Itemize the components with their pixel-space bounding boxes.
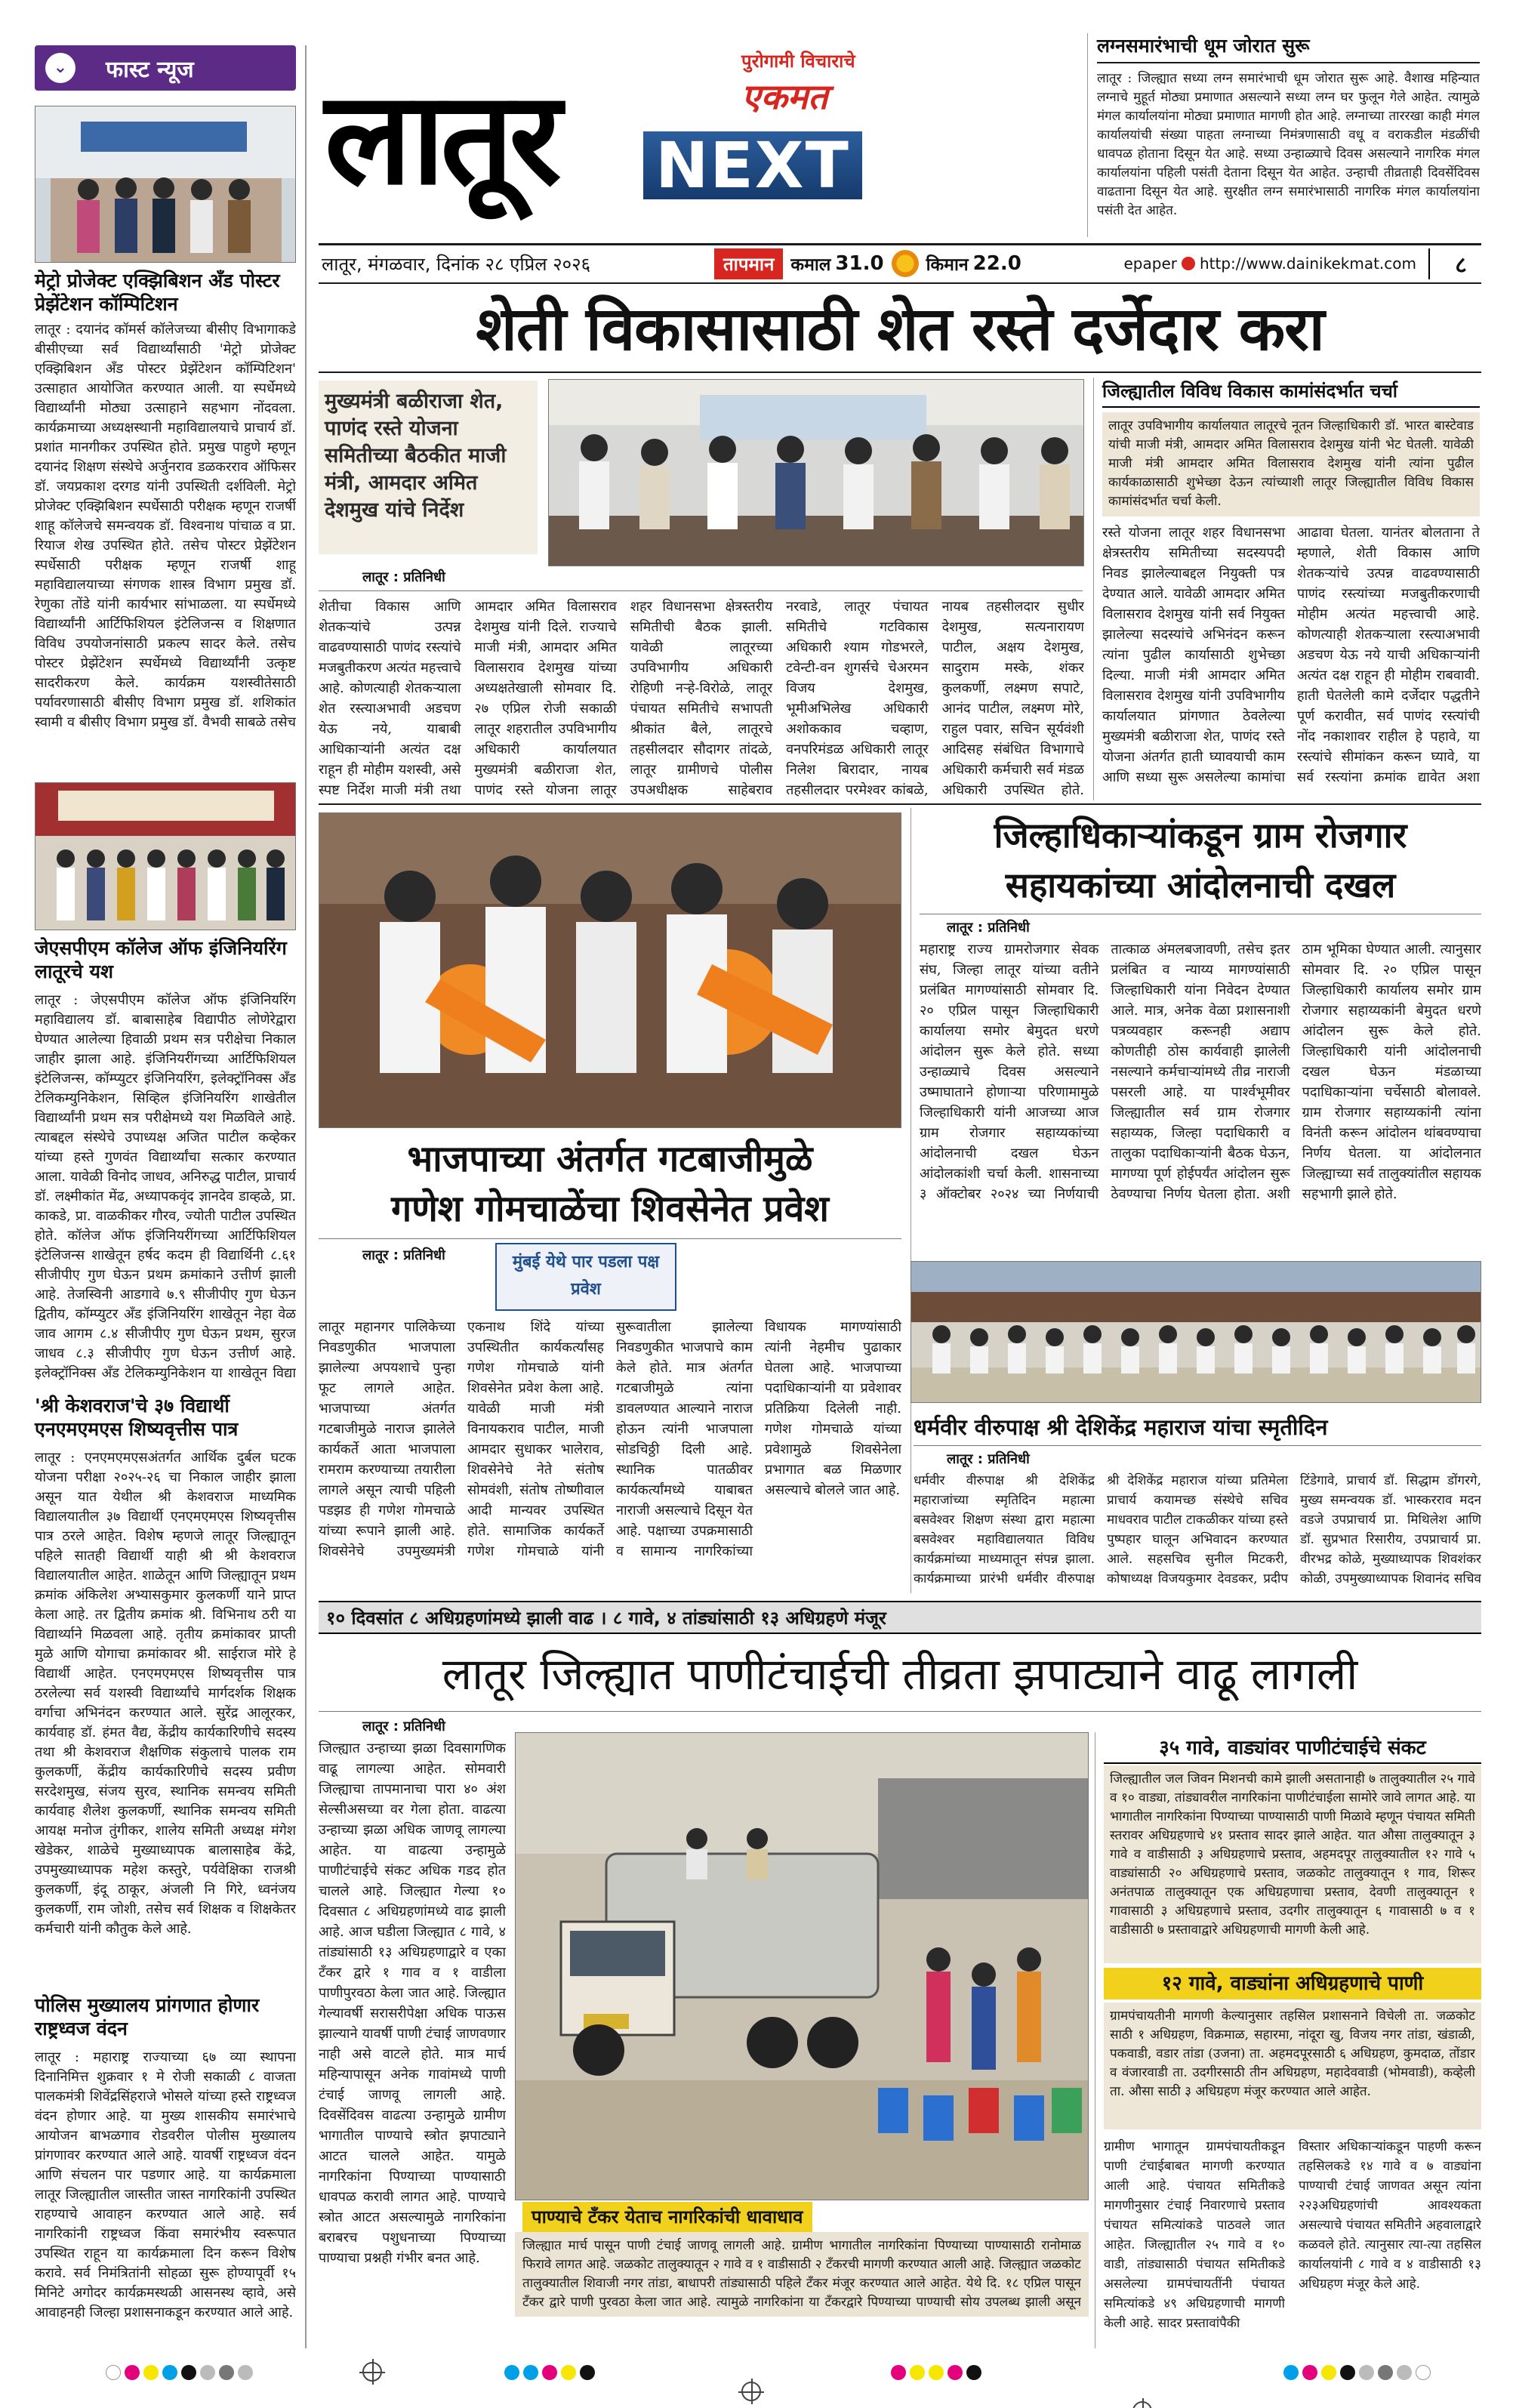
- villages-sub-panel: [1104, 2003, 1481, 2129]
- temp-badge: तापमान: [714, 248, 783, 279]
- fast-news-item2-headline: जेएसपीएम कॉलेज ऑफ इंजिनियरिंग लातूरचे यश: [35, 937, 287, 982]
- registration-dots-mid-right: [891, 2365, 985, 2383]
- lead-deck-text: मुख्यमंत्री बळीराजा शेत, पाणंद रस्ते योजना समितीच्या बैठकीत माजी मंत्री, आमदार अमित देशमुख यांचे निर्देश: [325, 390, 507, 522]
- globe-icon: [1182, 257, 1195, 270]
- dev-review-body: रस्ते योजना लातूर शहर विधानसभा क्षेत्रस्तरीय समितीच्या सदस्यपदी निवड झालेल्याबद्दल नियुक्ती पत्र देण्यात आले. यावेळी आमदार अमित विलासराव देशमुख यांनी सर्व नियुक्त झालेल्या सदस्यांचे अभिनंदन करून त्यांना पुढील कार्यासाठी शुभेच्छा दिल्या. माजी मंत्री आमदार अमित विलासराव देशमुख यांनी उपविभागीय कार्यालयात प्रांगणात ठेवलेल्या मुख्यमंत्री बळीराजा शेत, पाणंद रस्ते योजना अंतर्गत हाती घ्यावयाची काम आणि सध्या सुरू असलेल्या कामांचा आढावा घेतला. यानंतर बोलताना ते म्हणाले, शेती विकास आणि शेतकऱ्यांचे उत्पन्न वाढवण्यासाठी पाणंद रस्त्यांच्या मजबुतीकरणाची मोहीम अत्यंत महत्त्वाची आहे. कोणत्याही शेतकऱ्याला रस्त्याअभावी अडचण येऊ नये याची अधिकाऱ्यांनी अत्यंत दक्ष राहून ही मोहीम राबवावी. हाती घेतलेली कामे दर्जेदार पद्धतीने पूर्ण करावीत, सर्व पाणंद रस्त्यांची नोंद नकाशावर राहील हे पहावे, या रस्त्यांचे सीमांकन करून घ्यावे, या सर्व रस्त्यांना क्रमांक द्यावेत अशा: [1102, 525, 1480, 785]
- fast-news-item4-headline: पोलिस मुख्यालय प्रांगणात होणार राष्ट्रध्वज वंदन: [35, 1994, 260, 2040]
- top-right-body: लातूर : जिल्ह्यात सध्या लग्न समारंभाची धूम जोरात सुरू आहे. वैशाख महिन्यात लग्नाचे मुहूर्त मोठ्या प्रमाणात असल्याने सध्या लग्न घर फुलून गेले आहेत. त्यामुळे मंगल कार्यालयांना मोठ्या प्रमाणात मागणी होत आहे. लग्नाच्या ताररखा काही मंगल कार्यालयांची संख्या पाहता लग्नाच्या निमंत्रणासाठी वधू व वराकडील मंडळींची धावपळ होताना दिसून येत आहे. सध्या उन्हाळ्याचे दिवस असल्याने नागरिक मंगल कार्यालयांना पहिली पसंती देताना दिसून येत आहेत. उन्हाची तीव्रताही दिवसेंदिवस वाढताना दिसून येत आहे. सुरक्षीत लग्न समारंभासाठी नागरिक मंगल कार्यालयांना पसंती देत आहेत.: [1097, 71, 1480, 218]
- page-number: ८: [1428, 248, 1481, 279]
- bjp-photo: [319, 812, 901, 1128]
- protest-photo: [911, 1261, 1481, 1403]
- fast-news-header: [35, 45, 296, 91]
- collector-headline-2: सहायकांच्या आंदोलनाची दखल: [1005, 865, 1396, 905]
- villages-col-a: ग्रामीण भागातून ग्रामपंचायतीकडून पाणी टंचाईबाबत मागणी करण्यात आली आहे. पंचायत समितीकडे मागणीनुसार टंचाई निवारणाचे प्रस्ताव पंचायत समित्यांकडे पाठवले जात आहेत. जिल्ह्यातील २५ गावे व १० वाडी, तांड्यासाठी पंचायत समितीकडे असलेल्या ग्रामपंचायतींनी पंचायत समित्यांकडे ४९ अधिग्रहणाची मागणी केली आहे. सादर प्रस्तावांपैकी: [1104, 2139, 1285, 2331]
- registration-cross-right: [1132, 2401, 1152, 2408]
- fast-news-item1-body: लातूर : दयानंद कॉमर्स कॉलेजच्या बीसीए विभागाकडे बीसीएच्या सर्व विद्यार्थ्यांसाठी 'मेट्रो प्रोजेक्ट एक्झिबिशन अँड पोस्टर प्रेझेंटेशन कॉम्पिटिशन' उत्साहात आयोजित करण्यात आली. या स्पर्धेमध्ये विद्यार्थ्यांनी मोठ्या उत्साहाने सहभाग नोंदवला. कार्यक्रमाच्या अध्यक्षस्थानी महाविद्यालयाचे प्राचार्य डॉ. प्रशांत मानगीकर उपस्थित होते. प्रमुख पाहुणे म्हणून दयानंद शिक्षण संस्थेचे अर्जुनराव डळकरराव ऑफिसर डॉ. जयप्रकाश दरगड यांनी उपस्थिती दर्शविली. मेट्रो प्रोजेक्ट एक्झिबिशन स्पर्धेसाठी परीक्षक म्हणून राजर्षी शाहू कॉलेजचे समन्वयक डॉ. विश्वनाथ पांचाळ व प्रा. रियाज शेख उपस्थित होते. तसेच पोस्टर प्रेझेंटेशन स्पर्धेसाठी परीक्षक म्हणून राजर्षी शाहू महाविद्यालयाच्या संगणक शास्त्र विभाग प्रमुख डॉ. रेणुका तोंडे यांनी कार्यभार सांभाळला. या स्पर्धेमध्ये विद्यार्थ्यांनी आर्टिफिशियल इंटेलिजन्स व शिक्षणात विविध उपयोजनांसाठी प्रकल्प सादर केले. तसेच पोस्टर प्रेझेंटेशन स्पर्धेमध्ये विद्यार्थ्यांनी उत्कृष्ट सादरीकरण केले. कार्यक्रम यशस्वीतेसाठी पर्यावरणासाठी बीसीए विभाग प्रमुख डॉ. शशिकांत स्वामी व बीसीए विभाग प्रमुख डॉ. वैभवी साबळे तसेच: [35, 322, 296, 730]
- water-strip-text: १० दिवसांत ८ अधिग्रहणांमध्ये झाली वाढ । ८ गावे, ४ तांड्यांसाठी १३ अधिग्रहणे मंजूर: [326, 1607, 886, 1629]
- collector-byline: लातूर : प्रतिनिधी: [947, 920, 1030, 936]
- website-link[interactable]: http://www.dainikekmat.com: [1199, 254, 1416, 273]
- memorial-byline: लातूर : प्रतिनिधी: [947, 1451, 1030, 1467]
- fast-news-item3-body: लातूर : एनएमएमएसअंतर्गत आर्थिक दुर्बल घटक योजना परीक्षा २०२५-२६ चा निकाल जाहीर झाला असून यात येथील श्री केशवराज माध्यमिक विद्यालयातील ३७ विद्यार्थी एनएमएमएस शिष्यवृत्तीस पात्र ठरले आहेत. विशेष म्हणजे लातूर जिल्ह्यातून पहिले सातही विद्यार्थी याही श्री श्री केशवराज विद्यालयातील आहेत. शाळेतून आणि जिल्ह्यातून प्रथम क्रमांक अंकिलेश अभ्यासकुमार कुलकर्णी याने प्राप्त केला आहे. तर द्वितीय क्रमांक श्री. विभिनाथ ठरी या विद्यार्थ्याने मिळवला आहे. तृतीय क्रमांकावर प्राप्ती मुळे आणि योगाचा क्रमांकावर श्री. साईराज मोरे हे विद्यार्थी आहेत. एनएमएमएस शिष्यवृत्तीस पात्र ठरलेल्या सर्व यशस्वी विद्यार्थ्यांचे मार्गदर्शक शिक्षक वर्गाचा अभिनंदन करण्यात आले. सुरेंद्र आलूरकर, कार्यवाह डॉ. हंमत वैद्य, केंद्रीय कार्यकारिणीचे सदस्य तथा श्री केशवराज शैक्षणिक संकुलाचे पालक राम कुलकर्णी, केंद्रीय कार्यकारिणीचे सदस्य प्रवीण सरदेशमुख, संजय सुरव, स्थानिक समन्वय समिती कार्यवाह शैलेश कुलकर्णी, स्थानिक समन्वय समिती आयक्ष मनोज तुंगीकर, शालेय समिती अध्यक्ष मंगेश खेडेकर, शाळेचे मुख्याध्यापक बालासाहेब केंद्रे, उपमुख्याध्यापक महेश कस्तुरे, पर्यवेक्षिका राजश्री कुलकर्णी, इंदू ठाकूर, अंजली नि गिरे, ध्वनंजय कुलकर्णी, राम जोशी, तसेच सर्व शिक्षक व शिक्षकेतर कर्मचारी यांनी कौतुक केले आहे.: [35, 1450, 296, 1937]
- villages-headline: ३५ गावे, वाड्यांवर पाणीटंचाईचे संकट: [1104, 1734, 1481, 1764]
- fast-news-item3-headline: 'श्री केशवराज'चे ३७ विद्यार्थी एनएमएमएस शिष्यवृत्तीस पात्र: [35, 1395, 239, 1440]
- brand-logo: एकमत: [741, 76, 828, 117]
- water-byline: लातूर : प्रतिनिधी: [362, 1719, 445, 1734]
- lead-photo: [548, 379, 1084, 566]
- water-caption-text: जिल्ह्यात मार्च पासून पाणी टंचाई जाणवू लागली आहे. ग्रामीण भागातील नागरिकांना पिण्याच्या पाण्यासाठी रानोमाळ फिरावे लागत आहे. जळकोट तालुक्यातून २ गावे व १ वाडीसाठी २ टँकरची मागणी करण्यात आली आहे. जिल्ह्यात जळकोट तालुक्यातील शिवाजी नगर तांडा, बाधापरी तांड्यासाठी पहिले टँकर मंजूर करण्यात आले आहेत. येथे दि. १८ एप्रिल पासून टँकर द्वारे पाणी पुरवठा केला जात आहे. त्यामुळे नागरिकांना या टँकरद्वारे पिण्याच्या पाण्याची सोय उपलब्ध झाली असून: [522, 2238, 1081, 2310]
- masthead-title: लातूर: [325, 64, 557, 214]
- fast-news-item2-body: लातूर : जेएसपीएम कॉलेज ऑफ इंजिनियरिंग महाविद्यालय डॉ. बाबासाहेब विद्यापीठ लोणेरेद्वारा घेण्यात आलेल्या हिवाळी प्रथम सत्र परीक्षेचा निकाल जाहीर झाला आहे. इंजिनियरींगच्या आर्टिफिशियल इंटेलिजन्स, कॉम्प्युटर इंजिनियरिंग, इलेक्ट्रॉनिक्स अँड टेलिकम्युनिकेशन, सिव्हिल इंजिनियरिंग शाखेतील विद्यार्थ्यांनी प्रथम सत्र परीक्षेमध्ये यश मिळविले आहे. त्याबद्दल संस्थेचे उपाध्यक्ष अजित पाटील कव्हेकर यांच्या हस्ते गुणवंत विद्यार्थ्यांचा सत्कार करण्यात आला. यावेळी विनोद जाधव, अनिरुद्ध पाटील, प्राचार्य डॉ. लक्ष्मीकांत मेंढ, अध्यापकवृंद ज्ञानदेव डाव्हळे, प्रा. काकडे, प्रा. वाळकीकर गौरव, ज्योती पाटील उपस्थित होते. कॉलेज ऑफ इंजिनियरींगच्या आर्टिफिशियल इंटेलिजन्स शाखेतून हर्षद कदम ही विद्यार्थिनी ८.६१ सीजीपीए गुण घेऊन प्रथम क्रमांकाने उत्तीर्ण झाली आहे. तेजस्विनी आडगावे ७.९ सीजीपीए गुण घेऊन द्वितीय, कॉम्प्युटर अँड इंजिनियरिंग शाखेतून नेहा वेळ जाव आगम ८.४ सीजीपीए गुण घेऊन प्रथम, सुरज जाधव ८.३ सीजीपीए गुण घेऊन उत्तीर्ण आहे. इलेक्ट्रॉनिक्स अँड टेलिकम्युनिकेशन या शाखेतून विद्या: [35, 992, 296, 1381]
- water-tanker-photo: [516, 1733, 1089, 2200]
- water-body-left: जिल्ह्यात उन्हाच्या झळा दिवसागणिक वाढू लागल्या आहेत. सोमवारी जिल्ह्याचा तापमानाचा पारा ४० अंश सेल्सीअसच्या वर गेला होता. वाढत्या उन्हाच्या झळा अधिक जाणवू लागल्या आहेत. या वाढत्या उन्हामुळे पाणीटंचाईचे संकट अधिक गडद होत चालले आहे. जिल्ह्यात गेल्या १० दिवसात ८ अधिग्रहणांमध्ये वाढ झाली आहे. आज घडीला जिल्ह्यात ८ गावे, ४ तांड्यांसाठी १३ अधिग्रहणाद्वारे व एका टँकर द्वारे १ गाव व १ वाडीला पाणीपुरवठा केला जात आहे. जिल्ह्यात गेल्यावर्षी सरासरीपेक्षा अधिक पाऊस झाल्याने यावर्षी पाणी टंचाई जाणवणार नाही असे वाटले होते. मात्र मार्च महिन्यापासून अनेक गावांमध्ये पाणी टंचाई जाणवू लागली आहे. दिवसेंदिवस वाढत्या उन्हामुळे ग्रामीण भागातील पाण्याचे स्त्रोत झपाट्याने आटत चालले आहेत. यामुळे नागरिकांना पिण्याच्या पाण्यासाठी धावपळ करावी लागत आहे. पाण्याचे स्त्रोत आटत असल्यामुळे नागरिकांना बराबरच पशुधनाच्या पिण्याच्या पाण्याचा प्रश्नही गंभीर बनत आहे.: [319, 1740, 506, 2266]
- max-temp-label: कमाल: [790, 255, 831, 275]
- brand-tagline: पुरोगामी विचाराचे: [741, 51, 855, 72]
- protest-group-photo: [911, 1262, 1481, 1403]
- dateline-bottom-rule: [319, 282, 1481, 284]
- max-temp-value: 31.0: [835, 252, 884, 275]
- water-caption: [515, 2232, 1089, 2317]
- meeting-felicitation-photo: [549, 380, 1084, 566]
- lead-headline: शेती विकासासाठी शेत रस्ते दर्जेदार करा: [476, 294, 1324, 364]
- lead-byline: लातूर : प्रतिनिधी: [362, 569, 445, 585]
- dateline-date: लातूर, मंगळवार, दिनांक २८ एप्रिल २०२६: [322, 253, 591, 275]
- fast-news-item1-headline: मेट्रो प्रोजेक्ट एक्झिबिशन अँड पोस्टर प्रेझेंटेशन कॉम्पिटिशन: [35, 270, 280, 315]
- exhibition-group-photo: [35, 106, 296, 263]
- min-temp-label: किमान: [926, 255, 969, 275]
- water-headline: लातूर जिल्ह्यात पाणीटंचाईची तीव्रता झपाट्याने वाढू लागली: [442, 1648, 1358, 1700]
- villages-subhead: [1104, 1968, 1481, 1999]
- villages-subhead-text: १२ गावे, वाड्यांना अधिग्रहणाचे पाणी: [1161, 1972, 1424, 1995]
- top-right-headline: लग्नसमारंभाची धूम जोरात सुरू: [1097, 35, 1310, 57]
- fast-news-item4-body: लातूर : महाराष्ट्र राज्याच्या ६७ व्या स्थापना दिनानिमित्त शुक्रवार १ मे रोजी सकाळी ८ वाजता पालकमंत्री शिवेंद्रसिंहराजे भोसले यांच्या हस्ते राष्ट्रध्वज वंदन होणार आहे. या मुख्य शासकीय समारंभाचे आयोजन बाभळगाव रोडवरील पोलीस मुख्यालय प्रांगणावर करण्यात आले आहे. यावर्षी राष्ट्रध्वज वंदन आणि संचलन पार पडणार आहे. या कार्यक्रमाला लातूर जिल्ह्यातील जास्तीत जास्त नागरिकांनी उपस्थित राहण्याचे आवाहन करण्यात आले आहे. सर्व नागरिकांनी राष्ट्रध्वज किंवा समारंभीय स्वरूपात उपस्थित राहून या कार्यक्रमाला दिन करून विशेष करावे. सर्व निमंत्रितांनी सोहळा सुरू होण्यापूर्वी १५ मिनिटे अगोदर कार्यक्रमस्थळी आसनस्थ व्हावे, असे आवाहनही जिल्हा प्रशासनाकडून करण्यात आले आहे.: [35, 2049, 296, 2320]
- villages-col-b: विस्तार अधिकाऱ्यांकडून पाहणी करून तहसिलकडे १४ गावे व ७ वाड्यांना पाण्याची टंचाई जाणवत असून त्यांना २२३अधिग्रहणांची आवश्यकता असल्याचे पंचायत समितीने अहवालाद्वारे कळवले होते. त्यानुसार त्या-त्या तहसिल कार्यालयांनी ८ गावे व ४ वाडीसाठी १३ अधिग्रहण मंजूर केले आहे.: [1299, 2139, 1481, 2292]
- dev-review-intro-text: लातूर उपविभागीय कार्यालयात लातूरचे नूतन जिल्हाधिकारी डॉ. भारत बास्टेवाड यांची माजी मंत्री, आमदार अमित विलासराव देशमुख यांनी भेट घेतली. यावेळी माजी मंत्री आमदार अमित विलासराव देशमुख यांनी त्यांना पुढील कार्यकाळासाठी शुभेच्छा देऊन त्यांच्याशी लातूर जिल्ह्यातील विविध विकास कामांसंदर्भात चर्चा केली.: [1108, 418, 1474, 509]
- villages-panel: [1104, 1765, 1481, 1963]
- villages-sub-body: ग्रामपंचायतीनी मागणी केल्यानुसार तहसिल प्रशासनाने विचेली ता. जळकोट साठी १ अधिग्रहण, विक्रमाळ, सहारमा, नांदूरा खु, विजय नगर तांडा, खंडाळी, पकवाडी, वडार तांडा (उजना) ता. अहमदपूरसाठी ६ अधिग्रहण, कुमदाळ, तोंडार व वंजारवाडी ता. उदगीरसाठी तीन अधिग्रहण, महादेववाडी (भोमवाडी), कव्हेली ता. औसा साठी ३ अधिग्रहण मंजूर करण्यात आले आहेत.: [1110, 2009, 1475, 2099]
- top-right-news: [1087, 33, 1480, 237]
- bjp-inset: [495, 1243, 676, 1311]
- chevron-down-icon: ⌄: [45, 53, 75, 83]
- lead-deck: [319, 381, 538, 554]
- min-temp-value: 22.0: [972, 252, 1021, 275]
- bjp-byline: लातूर : प्रतिनिधी: [362, 1247, 445, 1263]
- registration-dots-right: [1283, 2365, 1434, 2383]
- water-caption-title: पाण्याचे टँकर येताच नागरिकांची धावाधाव: [522, 2202, 812, 2232]
- water-strip: [319, 1601, 1481, 1634]
- bjp-body: लातूर महानगर पालिकेच्या निवडणुकीत भाजपाला झालेल्या अपयशाचे पुन्हा फूट लागले आहेत. भाजपाच्या अंतर्गत गटबाजीमुळे नाराज झालेले कार्यकर्ते आता भाजपाला रामराम करण्याच्या तयारीला लागले असून त्याची पहिली पडझड ही गणेश गोमचाळे यांच्या रूपाने झाली आहे. शिवसेनेचे उपमुख्यमंत्री एकनाथ शिंदे यांच्या उपस्थितीत कार्यकर्त्यांसह गणेश गोमचाळे यांनी शिवसेनेत प्रवेश केला आहे. यावेळी माजी मंत्री विनायकराव पाटील, माजी आमदार सुधाकर भालेराव, शिवसेनेचे नेते संतोष सोमवंशी, संतोष तोष्णीवाल आदी मान्यवर उपस्थित होते. सामाजिक कार्यकर्ते गणेश गोमचाळे यांनी सुरूवातीला झालेल्या निवडणुकीत भाजपाचे काम केले होते. मात्र अंतर्गत गटबाजीमुळे त्यांना डावलण्यात आल्याने नाराज होऊन त्यांनी भाजपाला सोडचिठ्ठी दिली आहे. स्थानिक पातळीवर कार्यकर्त्यांमध्ये याबाबत नाराजी असल्याचे दिसून येत आहे. पक्षाच्या उपक्रमासाठी व सामान्य नागरिकांच्या विधायक मागण्यांसाठी त्यांनी नेहमीच पुढाकार घेतला आहे. भाजपाच्या पदाधिकाऱ्यांनी या प्रवेशावर प्रतिक्रिया दिलेली नाही. गणेश गोमचाळे यांच्या प्रवेशामुळे शिवसेनेला प्रभागात बळ मिळणार असल्याचे बोलले जात आहे.: [319, 1319, 901, 1559]
- villages-body: जिल्ह्यातील जल जिवन मिशनची कामे झाली असतानाही ७ तालुक्यातील २५ गावे व १० वाड्या, तांड्यावरील नागरिकांना पाणीटंचाईला सामोरे जावे लागत आहे. या भागातील नागरिकांना पिण्याच्या पाण्यासाठी पाणी मिळावे म्हणून पंचायत समिती स्तरावर अधिग्रहणाचे ४१ प्रस्ताव सादर झाले आहेत. यात औसा तालुक्यातून ३ गावे व वाडीसाठी ३ अधिग्रहणाचे प्रस्ताव, अहमदपूर तालुक्यातील १२ गावे ५ वाड्यांसाठी २० अधिग्रहणाचे प्रस्ताव, जळकोट तालुक्यातून १ गाव, शिरूर अनंतपाळ तालुक्यातून एक अधिग्रहणाचा प्रस्ताव, देवणी तालुक्यातून १ गावासाठी ३ अधिग्रहणाचे प्रस्ताव, उदगीर तालुक्यातून ६ गावासाठी ७ व १ वाडीसाठी ७ प्रस्तावाद्वारे अधिग्रहणाची मागणी केली आहे.: [1110, 1771, 1475, 1938]
- next-label: NEXT: [655, 128, 850, 202]
- lead-body: शेतीचा विकास आणि शेतकऱ्यांचे उत्पन्न वाढवण्यासाठी पाणंद रस्त्यांचे मजबुतीकरण अत्यंत महत्त्वाचे आहे. कोणत्याही शेतकऱ्याला शेत रस्त्याअभावी अडचण येऊ नये, याबाबी आधिकाऱ्यांनी अत्यंत दक्ष राहून ही मोहीम यशस्वी, असे स्पष्ट निर्देश माजी मंत्री तथा आमदार अमित विलासराव देशमुख यांनी दिले. राज्याचे माजी मंत्री, आमदार अमित विलासराव देशमुख यांच्या अध्यक्षतेखाली सोमवार दि. २७ एप्रिल रोजी सकाळी लातूर शहरातील उपविभागीय अधिकारी कार्यालयात मुख्यमंत्री बळीराजा शेत, पाणंद रस्ते योजना लातूर शहर विधानसभा क्षेत्रस्तरीय समितीची बैठक झाली. यावेळी लातूरच्या उपविभागीय अधिकारी रोहिणी नऱ्हे-विरोळे, लातूर पंचायत समितीचे सभापती श्रीकांत बैले, लातूरचे तहसीलदार सौदागर तांदळे, लातूर ग्रामीणचे पोलीस उपअधीक्षक साहेबराव नरवाडे, लातूर पंचायत समितीचे गटविकास अधिकारी श्याम गोडभरले, टवेन्टी-वन शुगर्सचे चेअरमन विजय देशमुख, भूमीअभिलेख अधिकारी अशोककाव चव्हाण, वनपरिमंडळ अधिकारी लातूर निलेश बिरादार, नायब तहसीलदार परमेश्वर कांबळे, नायब तहसीलदार सुधीर देशमुख, सत्यनारायण पाटील, अक्षय देशमुख, सादुराम मस्के, शंकर कुलकर्णी, लक्ष्मण सपाटे, आनंद पाटील, लक्ष्मण मोरे, राहुल पवार, सचिन सूर्यवंशी आदिसह संबंधित विभागाचे अधिकारी कर्मचारी सर्व मंडळ अधिकारी उपस्थित होते.: [319, 599, 1084, 798]
- fast-news-label: फास्ट न्यूज: [106, 56, 194, 83]
- bjp-headline-2: गणेश गोमचाळेंचा शिवसेनेत प्रवेश: [391, 1188, 829, 1230]
- registration-cross-center: [741, 2382, 761, 2401]
- epaper-label: epaper: [1123, 254, 1177, 273]
- memorial-body: धर्मवीर वीरुपाक्ष श्री देशिकेंद्र महाराजांच्या स्मृतिदिन महात्मा बसवेश्वर शिक्षण संस्था द्वारा महात्मा बसवेश्वर महाविद्यालयात विविध कार्यक्रमांच्या माध्यमातून संपन्न झाला. कार्यक्रमाच्या प्रारंभी धर्मवीर वीरुपाक्ष श्री देशिकेंद्र महाराज यांच्या प्रतिमेला प्राचार्य कयामच्छ संस्थेचे सचिव माधवराव पाटील टाकळीकर यांच्या हस्ते पुष्पहार घालून अभिवादन करण्यात आले. सहसचिव सुनील मिटकरी, कोषाध्यक्ष विजयकुमार देवडकर, प्रदीप टिंडेगावे, प्राचार्य डॉ. सिद्धाम डोंगरगे, मुख्य समन्वयक डॉ. भास्करराव मदन वडजे उपप्राचार्य प्रा. मिथिलेश आणि डॉ. सुप्रभात रिसारीय, उपप्राचार्य प्रा. वीरभद्र कोळे, मुख्याध्यापक शिवशंकर कोळी, उपमुख्याध्यापक शिवानंद सचिव: [914, 1473, 1481, 1586]
- dev-review-headline: जिल्ह्यातील विविध विकास कामांसंदर्भात चर्चा: [1102, 379, 1480, 408]
- registration-cross-left: [362, 2362, 382, 2382]
- masthead-next: [643, 128, 862, 202]
- sidebar-divider: [305, 45, 307, 2348]
- college-achievers-photo: [35, 783, 296, 930]
- water-caption-title-bar: [515, 2202, 1089, 2232]
- memorial-headline: धर्मवीर वीरुपाक्ष श्री देशिकेंद्र महाराज यांचा स्मृतीदिन: [914, 1414, 1328, 1440]
- dateline-top-rule: [319, 243, 1481, 245]
- masthead: [319, 33, 1074, 230]
- sun-icon: [892, 250, 919, 277]
- registration-dots-left: [106, 2365, 257, 2383]
- dateline-bar: [319, 246, 1481, 281]
- bjp-inset-text: मुंबई येथे पार पडला पक्ष प्रवेश: [512, 1253, 660, 1299]
- registration-dots-mid-left: [504, 2365, 599, 2383]
- fast-news-photo-1: [35, 106, 296, 263]
- bjp-headline-1: भाजपाच्या अंतर्गत गटबाजीमुळे: [407, 1138, 813, 1180]
- party-entry-photo: [319, 813, 901, 1128]
- dev-review-intro: [1102, 412, 1480, 516]
- collector-headline-1: जिल्हाधिकाऱ्यांकडून ग्राम रोजगार: [994, 815, 1407, 856]
- water-photo: [515, 1732, 1089, 2200]
- fast-news-photo-2: [35, 782, 296, 930]
- collector-body: महाराष्ट्र राज्य ग्रामरोजगार सेवक संघ, जिल्हा लातूर यांच्या वतीने प्रलंबित मागण्यांसाठी सोमवार दि. २० एप्रिल पासून जिल्हाधिकारी कार्यालया समोर बेमुदत धरणे आंदोलन सुरू केले होते. सध्या उन्हाळ्याचे दिवस असल्याने उष्माघाताने होणाऱ्या परिणामामुळे जिल्हाधिकारी यांनी आजच्या आज ग्राम रोजगार सहाय्यकांच्या आंदोलनाची दखल घेऊन आंदोलकांशी चर्चा केली. शासनाच्या ३ ऑक्टोबर २०२४ च्या निर्णयाची तात्काळ अंमलबजावणी, तसेच इतर प्रलंबित व न्याय्य मागण्यांसाठी जिल्हाधिकारी यांना निवेदन देण्यात आले. मात्र, अनेक वेळा प्रशासनाशी पत्रव्यवहार करूनही अद्याप कोणतीही ठोस कार्यवाही झालेली नसल्याने कर्मचाऱ्यांमध्ये तीव्र नाराजी पसरली आहे. या पार्श्वभूमीवर जिल्ह्यातील सर्व ग्राम रोजगार सहाय्यक, जिल्हा पदाधिकारी व तालुका पदाधिकाऱ्यांनी बैठक घेऊन, मागण्या पूर्ण होईपर्यंत आंदोलन सुरू ठेवण्याचा निर्णय घेतला होता. अशी ठाम भूमिका घेण्यात आली. त्यानुसार सोमवार दि. २० एप्रिल पासून जिल्हाधिकारी कार्यालय समोर ग्राम रोजगार सहाय्यकांनी बेमुदत धरणे आंदोलन सुरू केले होते. जिल्हाधिकारी यांनी आंदोलनाची दखल घेऊन मंडळाच्या पदाधिकाऱ्यांना चर्चेसाठी बोलावले. ग्राम रोजगार सहाय्यकांनी त्यांना विनंती करून आंदोलन थांबवण्याचा निर्णय घेतला. या आंदोलनात जिल्ह्याच्या सर्व तालुक्यांतील सहायक सहभागी झाले होते.: [920, 942, 1481, 1202]
